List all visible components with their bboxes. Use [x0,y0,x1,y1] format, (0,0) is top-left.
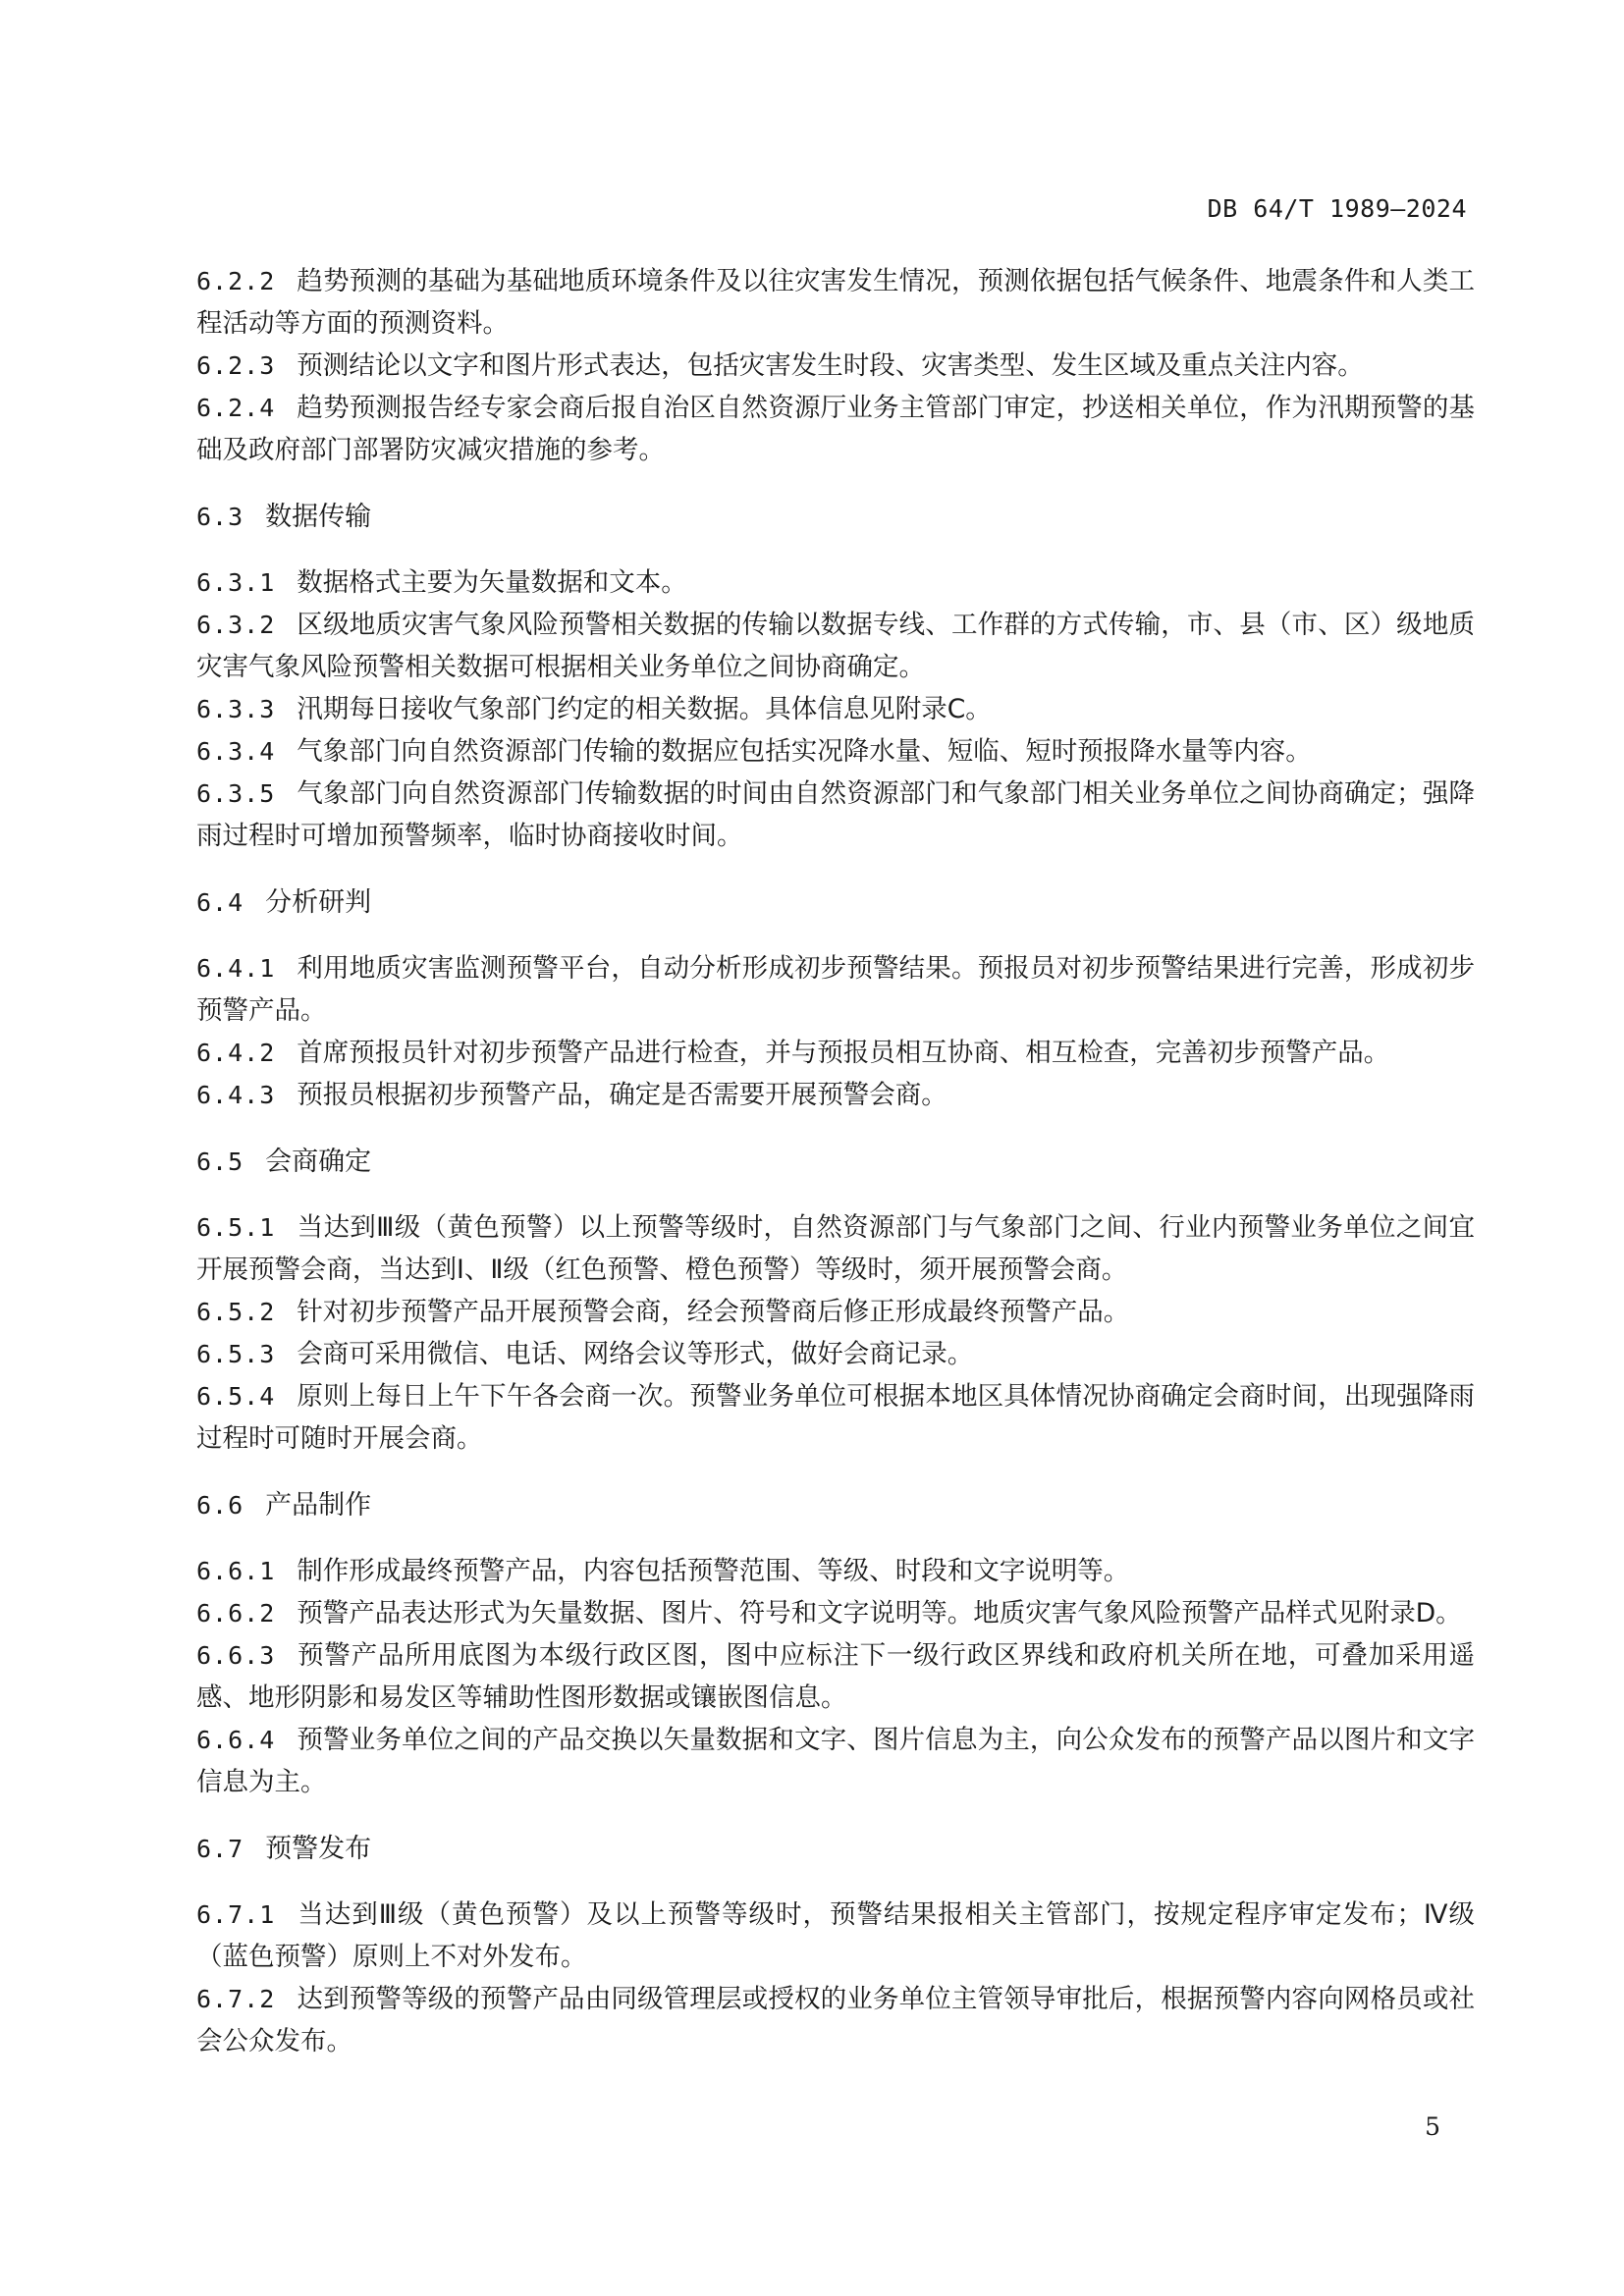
clause-text: 预测结论以文字和图片形式表达，包括灾害发生时段、灾害类型、发生区域及重点关注内容。 [297,350,1364,381]
section-heading-6-7 [196,1828,1475,1870]
clause-number: 6.6.3 [196,1641,276,1670]
clause-number: 6.5.4 [196,1382,276,1411]
clause-6-3-3 [196,688,1475,730]
section-title: 会商确定 [265,1147,372,1177]
section-number: 6.6 [196,1491,244,1520]
clause-6-3-1 [196,561,1475,604]
clause-text: 针对初步预警产品开展预警会商，经会预警商后修正形成最终预警产品。 [297,1297,1130,1327]
clause-text: 制作形成最终预警产品，内容包括预警范围、等级、时段和文字说明等。 [297,1556,1130,1586]
clause-6-5-2 [196,1291,1475,1333]
clause-text: 预警业务单位之间的产品交换以矢量数据和文字、图片信息为主，向公众发布的预警产品以图片和文字信息为主。 [196,1725,1475,1797]
clause-6-6-2 [196,1592,1475,1634]
clause-text: 区级地质灾害气象风险预警相关数据的传输以数据专线、工作群的方式传输，市、县（市、区）级地质灾害气象风险预警相关数据可根据相关业务单位之间协商确定。 [196,610,1475,682]
clause-text: 趋势预测的基础为基础地质环境条件及以往灾害发生情况，预测依据包括气候条件、地震条件和人类工程活动等方面的预测资料。 [196,266,1475,339]
clause-number: 6.4.1 [196,954,276,983]
clause-6-5-4 [196,1375,1475,1460]
clause-6-3-4 [196,730,1475,773]
clause-text: 当达到Ⅲ级（黄色预警）及以上预警等级时，预警结果报相关主管部门，按规定程序审定发布；Ⅳ级（蓝色预警）原则上不对外发布。 [196,1899,1475,1972]
clause-number: 6.6.2 [196,1599,276,1628]
clause-number: 6.5.3 [196,1340,276,1368]
clause-text: 原则上每日上午下午各会商一次。预警业务单位可根据本地区具体情况协商确定会商时间，出现强降雨过程时可随时开展会商。 [196,1381,1475,1454]
clause-text: 气象部门向自然资源部门传输数据的时间由自然资源部门和气象部门相关业务单位之间协商确定；强降雨过程时可增加预警频率，临时协商接收时间。 [196,778,1475,851]
clause-6-2-4 [196,387,1475,471]
page-number: 5 [1425,2112,1440,2141]
clause-number: 6.3.3 [196,695,276,723]
section-number: 6.4 [196,888,244,917]
clause-6-4-2 [196,1032,1475,1074]
clause-number: 6.2.2 [196,267,276,295]
clause-6-6-3 [196,1634,1475,1719]
clause-6-7-2 [196,1978,1475,2062]
clause-6-6-1 [196,1550,1475,1592]
clause-number: 6.6.4 [196,1726,276,1754]
clause-6-2-3 [196,345,1475,387]
clause-text: 会商可采用微信、电话、网络会议等形式，做好会商记录。 [297,1339,974,1369]
clause-text: 气象部门向自然资源部门传输的数据应包括实况降水量、短临、短时预报降水量等内容。 [297,736,1312,767]
section-number: 6.5 [196,1148,244,1176]
clause-6-5-3 [196,1333,1475,1375]
section-heading-6-6 [196,1484,1475,1526]
clause-6-4-1 [196,947,1475,1032]
clause-text: 预警产品所用底图为本级行政区图，图中应标注下一级行政区界线和政府机关所在地，可叠加采用遥感、地形阴影和易发区等辅助性图形数据或镶嵌图信息。 [196,1640,1475,1713]
clause-number: 6.3.5 [196,779,276,808]
clause-number: 6.2.3 [196,351,276,380]
clause-6-4-3 [196,1074,1475,1116]
clause-6-7-1 [196,1894,1475,1978]
clause-number: 6.5.1 [196,1213,276,1242]
clause-number: 6.7.1 [196,1900,276,1929]
clause-text: 利用地质灾害监测预警平台，自动分析形成初步预警结果。预报员对初步预警结果进行完善，形成初步预警产品。 [196,953,1475,1026]
clause-6-3-5 [196,773,1475,857]
clause-number: 6.4.3 [196,1081,276,1109]
clause-6-6-4 [196,1719,1475,1803]
section-heading-6-3 [196,496,1475,538]
clause-text: 数据格式主要为矢量数据和文本。 [297,567,687,598]
page-header-doc-code: DB 64/T 1989—2024 [1207,194,1467,223]
clause-number: 6.5.2 [196,1298,276,1326]
clause-text: 预报员根据初步预警产品，确定是否需要开展预警会商。 [297,1080,947,1110]
clause-6-5-1 [196,1206,1475,1291]
clause-6-3-2 [196,604,1475,688]
clause-number: 6.3.4 [196,737,276,766]
clause-number: 6.6.1 [196,1557,276,1585]
clause-number: 6.4.2 [196,1039,276,1067]
clause-number: 6.3.2 [196,611,276,639]
document-body [196,260,1475,2062]
clause-text: 预警产品表达形式为矢量数据、图片、符号和文字说明等。地质灾害气象风险预警产品样式见附录D。 [297,1598,1462,1629]
clause-number: 6.7.2 [196,1985,276,2013]
clause-number: 6.3.1 [196,568,276,597]
section-number: 6.7 [196,1835,244,1863]
clause-text: 首席预报员针对初步预警产品进行检查，并与预报员相互协商、相互检查，完善初步预警产品。 [297,1038,1390,1068]
section-heading-6-4 [196,881,1475,924]
clause-6-2-2 [196,260,1475,345]
section-title: 数据传输 [265,502,372,532]
section-number: 6.3 [196,503,244,531]
clause-text: 趋势预测报告经专家会商后报自治区自然资源厅业务主管部门审定，抄送相关单位，作为汛期预警的基础及政府部门部署防灾减灾措施的参考。 [196,393,1475,465]
clause-text: 汛期每日接收气象部门约定的相关数据。具体信息见附录C。 [297,694,992,724]
section-title: 预警发布 [265,1834,372,1864]
clause-text: 达到预警等级的预警产品由同级管理层或授权的业务单位主管领导审批后，根据预警内容向网格员或社会公众发布。 [196,1984,1475,2056]
section-title: 产品制作 [265,1490,372,1521]
section-title: 分析研判 [265,887,372,918]
clause-number: 6.2.4 [196,394,276,422]
clause-text: 当达到Ⅲ级（黄色预警）以上预警等级时，自然资源部门与气象部门之间、行业内预警业务单位之间宜开展预警会商，当达到Ⅰ、Ⅱ级（红色预警、橙色预警）等级时，须开展预警会商。 [196,1212,1475,1285]
section-heading-6-5 [196,1141,1475,1183]
